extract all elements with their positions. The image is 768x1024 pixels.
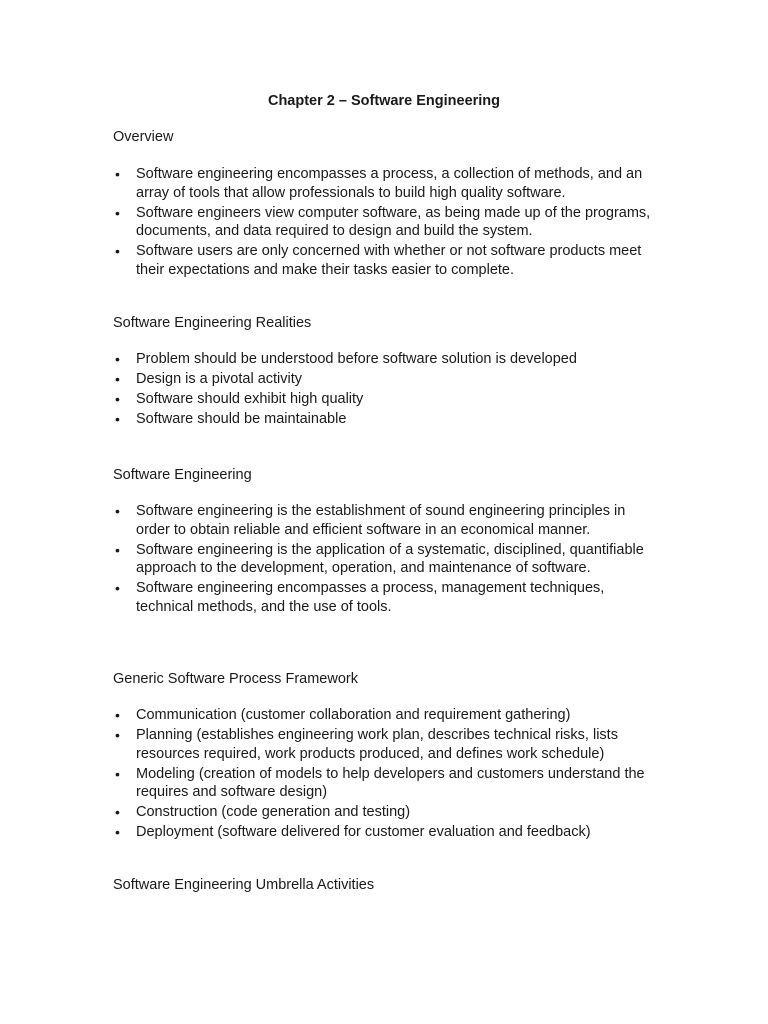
list-item-text: Communication (customer collaboration and requirement gathering) bbox=[136, 707, 571, 723]
list-item-text: Software engineering encompasses a process, management techniques, technical methods, and the use of tools. bbox=[136, 580, 605, 615]
list-item-text: Software engineering is the application of a systematic, disciplined, quantifiable approach to the development, operation, and maintenance of software. bbox=[136, 541, 644, 576]
list-item bbox=[113, 726, 658, 763]
list-item-text: Construction (code generation and testing) bbox=[136, 804, 411, 820]
list-item-text: Software engineering encompasses a process, a collection of methods, and an array of tools that allow professionals to build high quality software. bbox=[136, 166, 643, 201]
bullet-icon: • bbox=[115, 503, 120, 519]
bullet-icon: • bbox=[115, 765, 120, 782]
bullet-icon: • bbox=[115, 804, 120, 820]
section-heading-overview: Overview bbox=[113, 129, 174, 145]
list-item-text: Planning (establishes engineering work plan, describes technical risks, lists resources required, work products produced, and defines work schedule) bbox=[136, 727, 618, 762]
list-item bbox=[113, 823, 658, 842]
list-item-text: Software engineering is the establishment of sound engineering principles in order to obtain reliable and efficient software in an economical manner. bbox=[136, 503, 626, 538]
page-title: Chapter 2 – Software Engineering bbox=[267, 93, 501, 109]
realities-list bbox=[113, 350, 658, 430]
software-engineering-list bbox=[113, 502, 658, 618]
bullet-icon: • bbox=[115, 541, 120, 558]
list-item-text: Software should be maintainable bbox=[136, 411, 347, 427]
bullet-icon: • bbox=[115, 391, 120, 407]
bullet-icon: • bbox=[115, 204, 120, 221]
list-item bbox=[113, 541, 658, 578]
list-item bbox=[113, 165, 658, 202]
bullet-icon: • bbox=[115, 351, 120, 367]
list-item-text: Problem should be understood before software solution is developed bbox=[136, 351, 577, 367]
list-item bbox=[113, 410, 658, 429]
list-item bbox=[113, 350, 658, 369]
list-item-text: Modeling (creation of models to help developers and customers understand the requires and software design) bbox=[136, 765, 645, 800]
section-heading-software-engineering: Software Engineering bbox=[113, 467, 252, 483]
bullet-icon: • bbox=[115, 824, 120, 840]
bullet-icon: • bbox=[115, 580, 120, 596]
bullet-icon: • bbox=[115, 727, 120, 743]
bullet-icon: • bbox=[115, 411, 120, 427]
list-item bbox=[113, 502, 658, 539]
list-item bbox=[113, 204, 658, 241]
list-item bbox=[113, 765, 658, 802]
list-item-text: Deployment (software delivered for customer evaluation and feedback) bbox=[136, 824, 591, 840]
list-item-text: Design is a pivotal activity bbox=[136, 371, 303, 387]
bullet-icon: • bbox=[115, 166, 120, 182]
bullet-icon: • bbox=[115, 707, 120, 723]
list-item-text: Software engineers view computer software, as being made up of the programs, documents, and data required to design and build the system. bbox=[136, 204, 651, 239]
list-item bbox=[113, 803, 658, 822]
list-item bbox=[113, 579, 658, 616]
section-heading-umbrella-activities: Software Engineering Umbrella Activities bbox=[113, 877, 375, 893]
bullet-icon: • bbox=[115, 371, 120, 387]
overview-list bbox=[113, 165, 658, 281]
bullet-icon: • bbox=[115, 243, 120, 259]
list-item bbox=[113, 390, 658, 409]
list-item bbox=[113, 370, 658, 389]
list-item bbox=[113, 242, 658, 279]
section-heading-realities: Software Engineering Realities bbox=[113, 315, 312, 331]
list-item-text: Software users are only concerned with whether or not software products meet their expectations and make their tasks easier to complete. bbox=[136, 243, 642, 278]
list-item-text: Software should exhibit high quality bbox=[136, 391, 364, 407]
section-heading-process-framework: Generic Software Process Framework bbox=[113, 671, 358, 687]
list-item bbox=[113, 706, 658, 725]
process-framework-list bbox=[113, 706, 658, 843]
